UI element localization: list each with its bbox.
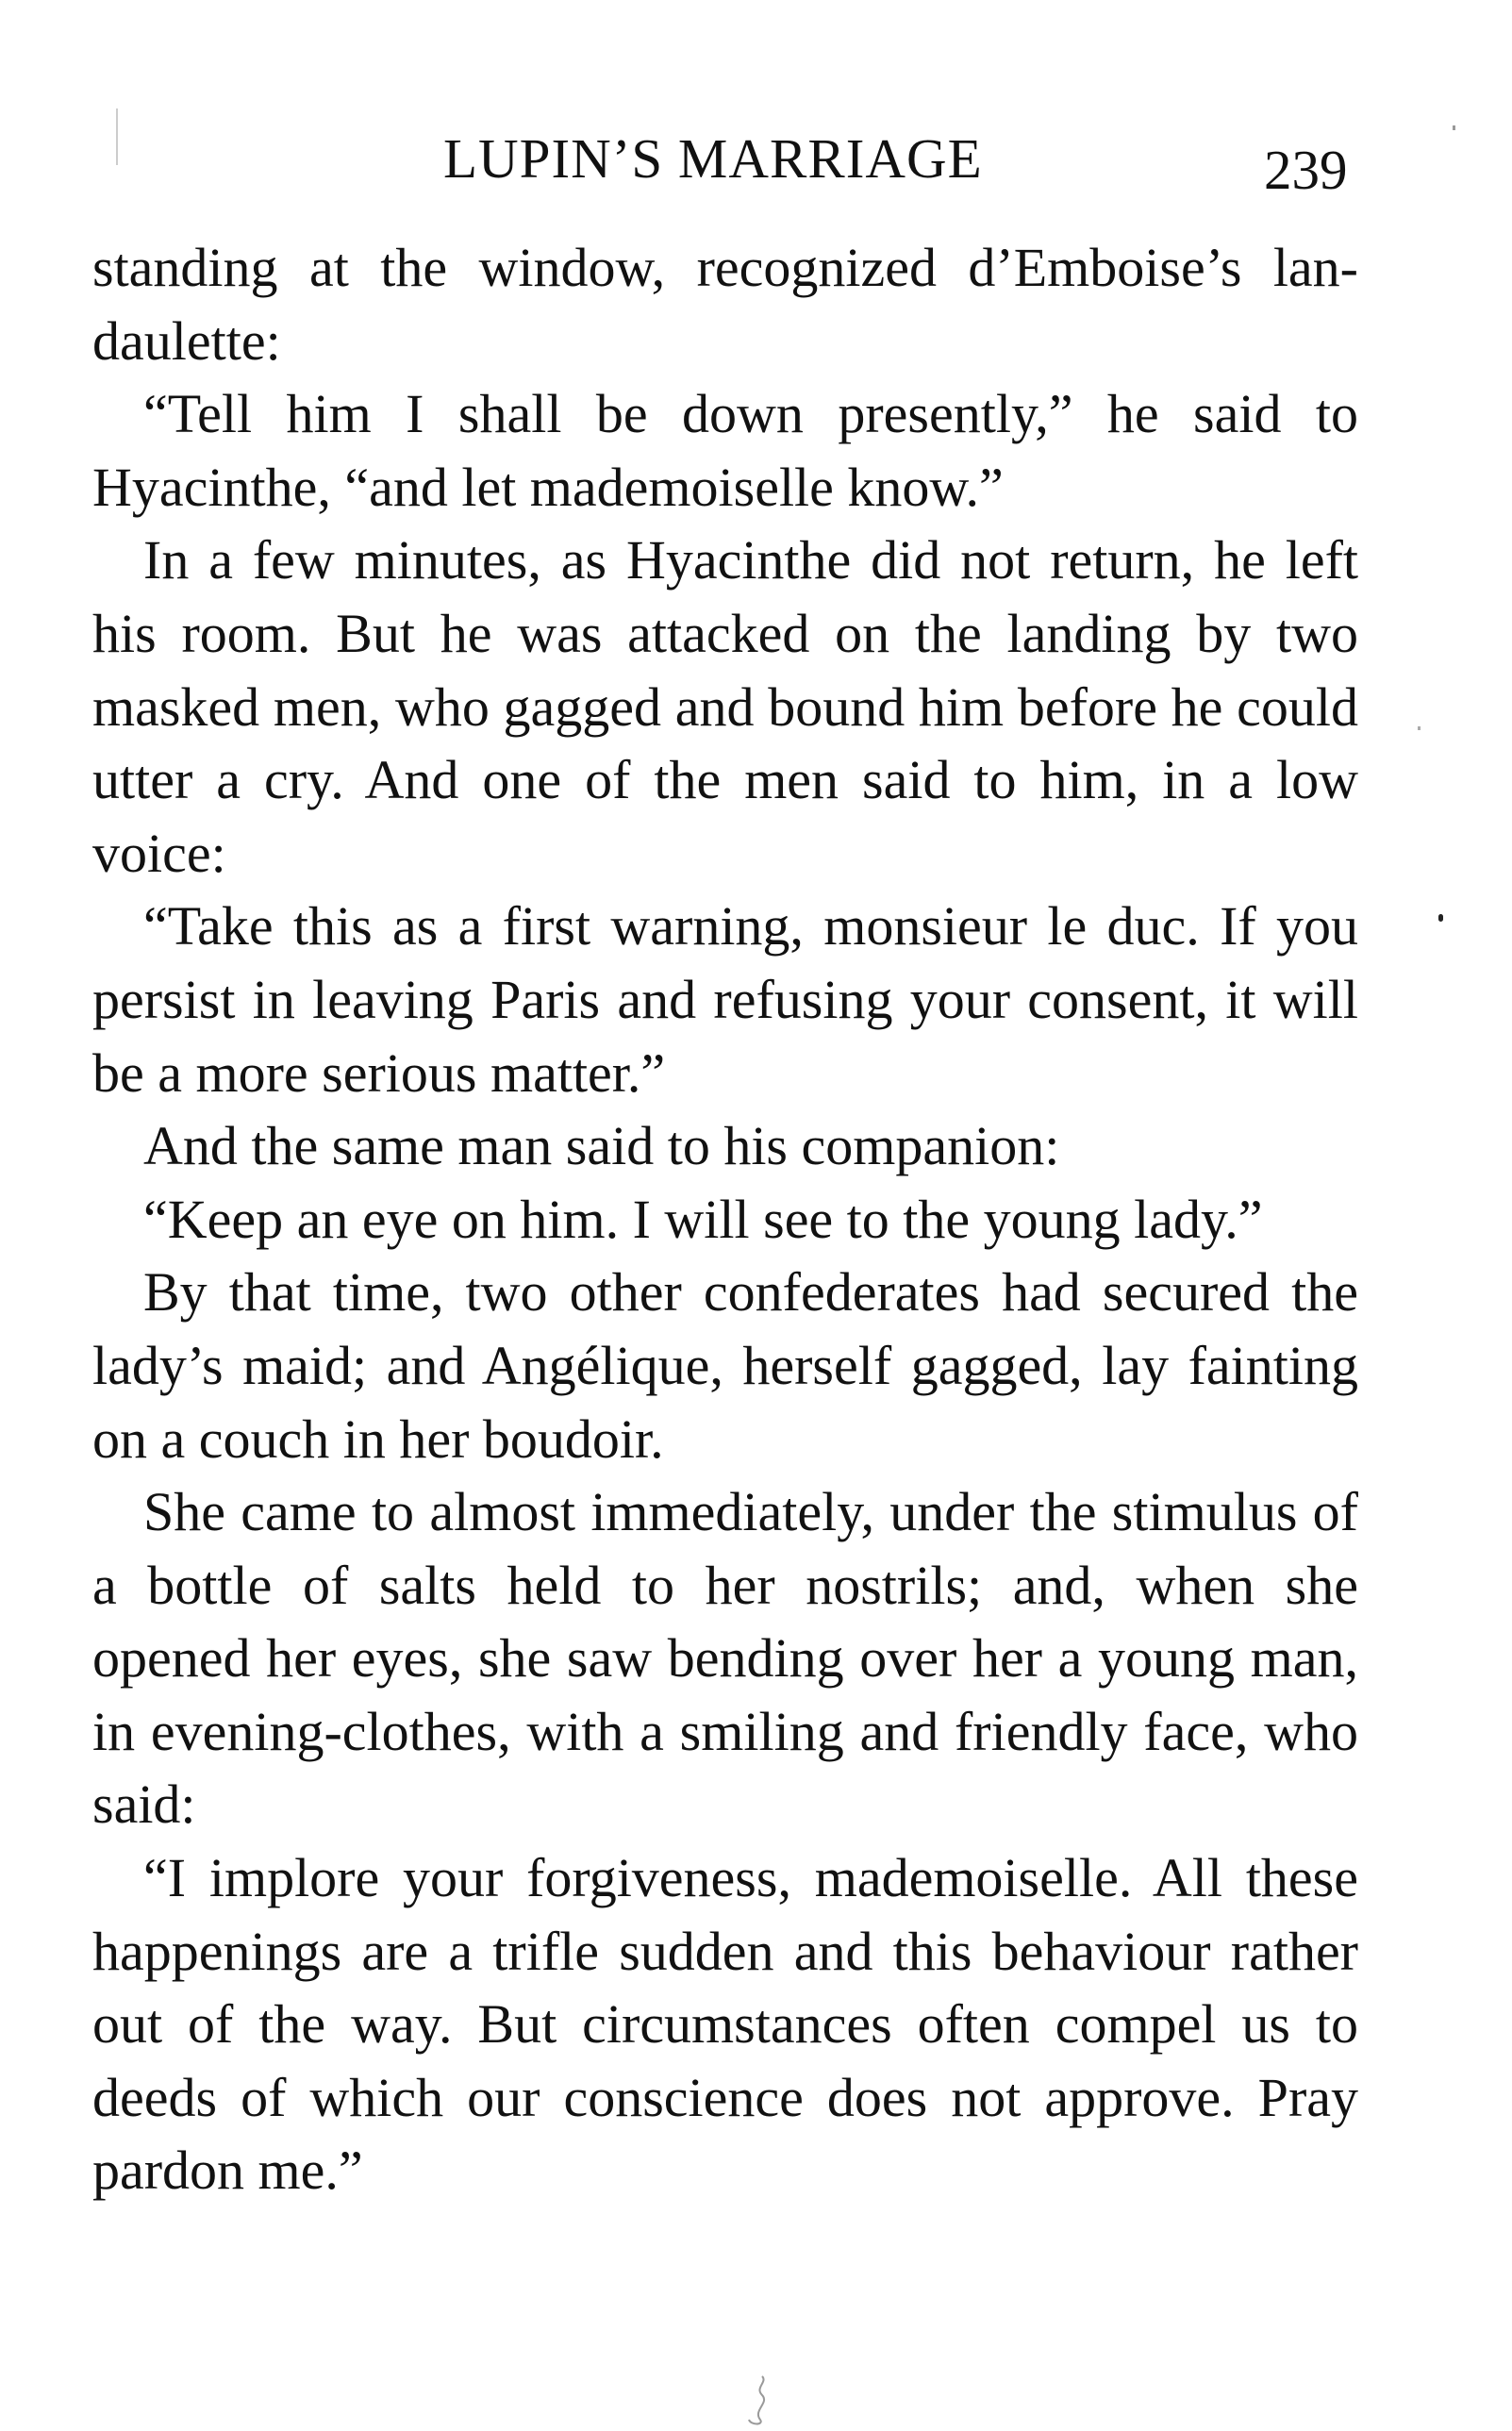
paragraph: “Take this as a first warning, monsieur le duc. If you persist in leaving Paris and refusing your consent, it will be a more serious matter.” <box>92 895 1358 1104</box>
paragraph: And the same man said to his companion: <box>143 1115 1060 1177</box>
paragraph: By that time, two other confederates had secured the lady’s maid; and Angélique, herself gagged, lay fainting on a couch in her boudoir. <box>92 1261 1358 1470</box>
paragraph: “Tell him I shall be down presently,” he said to Hyacinthe, “and let mademoiselle know.” <box>92 383 1358 518</box>
scan-squiggle-mark <box>741 2373 779 2429</box>
paragraph: “Keep an eye on him. I will see to the young lady.” <box>143 1188 1263 1250</box>
paragraph: “I implore your forgiveness, mademoiselle. All these happenings are a trifle sudden and this behaviour rather out of the way. But circumstances often compel us to deeds of which our conscience does not approve. Pray pardon me.” <box>92 1847 1358 2202</box>
scan-speck <box>1438 914 1443 922</box>
paragraph: She came to almost immediately, under the stimulus of a bottle of salts held to her nostrils; and, when she opened her eyes, she saw bending over her a young man, in evening-clothes, with a smiling and friendly face, who said: <box>92 1481 1358 1836</box>
page-number: 239 <box>1264 139 1348 201</box>
scan-speck <box>1418 726 1421 730</box>
body-text <box>92 231 1358 2207</box>
running-title: LUPIN’S MARRIAGE <box>443 127 983 190</box>
paragraph: standing at the window, recognized d’Emboise’s landaulette: <box>92 237 1358 372</box>
paragraph: In a few minutes, as Hyacinthe did not return, he left his room. But he was attacked on the landing by two masked men, who gagged and bound him before he could utter a cry. And one of the men said to him, in a low voice: <box>92 529 1358 884</box>
running-head <box>0 121 1512 201</box>
